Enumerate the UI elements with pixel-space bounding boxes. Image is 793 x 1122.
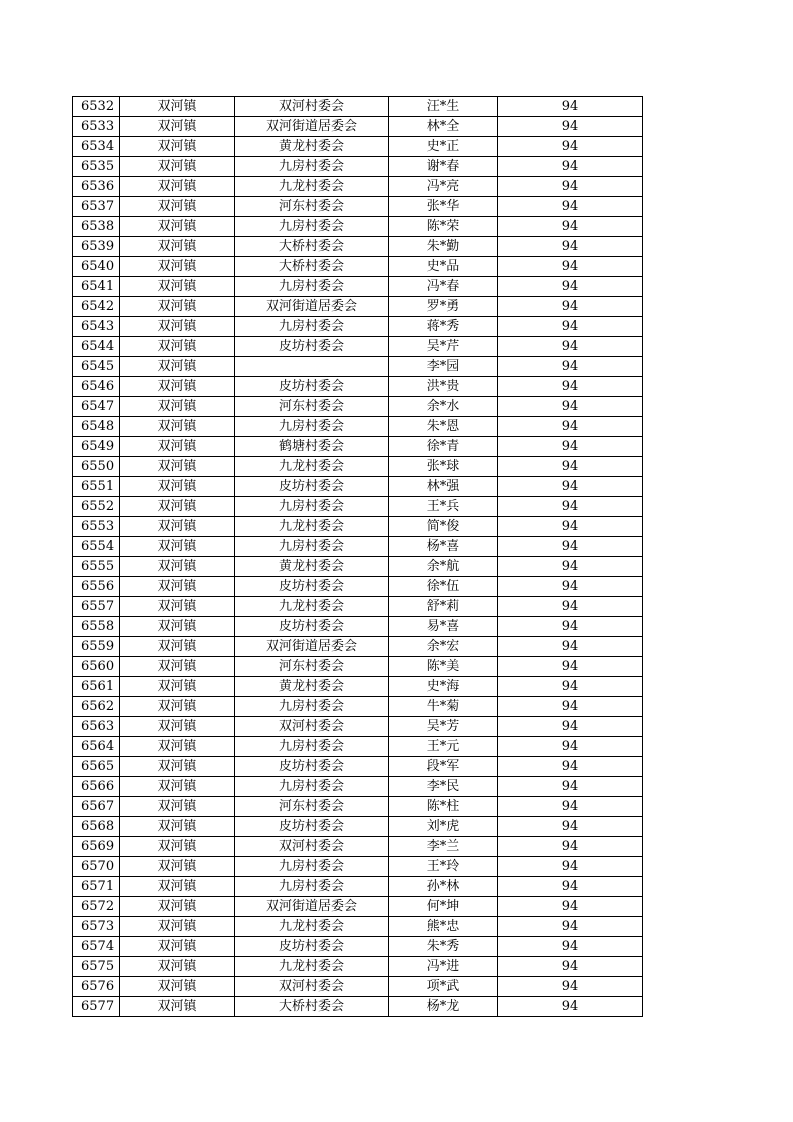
table-row [73, 657, 643, 677]
table-row [73, 357, 643, 377]
table-row [73, 497, 643, 517]
score-cell: 94 [498, 937, 643, 957]
town-cell: 双河镇 [120, 517, 235, 537]
score-cell: 94 [498, 197, 643, 217]
score-cell: 94 [498, 817, 643, 837]
row-id-cell: 6555 [73, 557, 120, 577]
name-cell: 杨*喜 [389, 537, 498, 557]
village-cell: 九龙村委会 [235, 957, 389, 977]
score-cell: 94 [498, 217, 643, 237]
town-cell: 双河镇 [120, 397, 235, 417]
village-cell: 皮坊村委会 [235, 617, 389, 637]
score-cell: 94 [498, 737, 643, 757]
row-id-cell: 6548 [73, 417, 120, 437]
village-cell: 双河村委会 [235, 97, 389, 117]
row-id-cell: 6532 [73, 97, 120, 117]
name-cell: 陈*荣 [389, 217, 498, 237]
table-row [73, 177, 643, 197]
name-cell: 吴*芳 [389, 717, 498, 737]
town-cell: 双河镇 [120, 437, 235, 457]
row-id-cell: 6539 [73, 237, 120, 257]
town-cell: 双河镇 [120, 977, 235, 997]
town-cell: 双河镇 [120, 657, 235, 677]
town-cell: 双河镇 [120, 97, 235, 117]
village-cell: 河东村委会 [235, 797, 389, 817]
table-row [73, 317, 643, 337]
score-cell: 94 [498, 637, 643, 657]
row-id-cell: 6547 [73, 397, 120, 417]
town-cell: 双河镇 [120, 377, 235, 397]
village-cell: 黄龙村委会 [235, 137, 389, 157]
score-cell: 94 [498, 277, 643, 297]
town-cell: 双河镇 [120, 677, 235, 697]
data-table [72, 96, 643, 1017]
table-row [73, 917, 643, 937]
name-cell: 陈*柱 [389, 797, 498, 817]
table-row [73, 757, 643, 777]
table-body [73, 97, 643, 1017]
village-cell: 黄龙村委会 [235, 677, 389, 697]
table-row [73, 897, 643, 917]
table-row [73, 477, 643, 497]
score-cell: 94 [498, 457, 643, 477]
town-cell: 双河镇 [120, 537, 235, 557]
town-cell: 双河镇 [120, 497, 235, 517]
name-cell: 谢*春 [389, 157, 498, 177]
score-cell: 94 [498, 977, 643, 997]
town-cell: 双河镇 [120, 717, 235, 737]
table-row [73, 877, 643, 897]
score-cell: 94 [498, 677, 643, 697]
row-id-cell: 6565 [73, 757, 120, 777]
score-cell: 94 [498, 377, 643, 397]
table-row [73, 637, 643, 657]
table-row [73, 457, 643, 477]
row-id-cell: 6545 [73, 357, 120, 377]
table-row [73, 537, 643, 557]
row-id-cell: 6577 [73, 997, 120, 1017]
town-cell: 双河镇 [120, 997, 235, 1017]
village-cell: 皮坊村委会 [235, 757, 389, 777]
name-cell: 何*坤 [389, 897, 498, 917]
town-cell: 双河镇 [120, 777, 235, 797]
village-cell: 九龙村委会 [235, 457, 389, 477]
name-cell: 牛*菊 [389, 697, 498, 717]
town-cell: 双河镇 [120, 337, 235, 357]
name-cell: 李*园 [389, 357, 498, 377]
village-cell: 九龙村委会 [235, 517, 389, 537]
score-cell: 94 [498, 657, 643, 677]
town-cell: 双河镇 [120, 117, 235, 137]
score-cell: 94 [498, 397, 643, 417]
score-cell: 94 [498, 257, 643, 277]
village-cell: 皮坊村委会 [235, 577, 389, 597]
table-row [73, 597, 643, 617]
name-cell: 林*全 [389, 117, 498, 137]
village-cell: 九房村委会 [235, 877, 389, 897]
score-cell: 94 [498, 617, 643, 637]
score-cell: 94 [498, 137, 643, 157]
table-row [73, 557, 643, 577]
village-cell: 皮坊村委会 [235, 377, 389, 397]
village-cell: 双河村委会 [235, 977, 389, 997]
row-id-cell: 6562 [73, 697, 120, 717]
table-row [73, 337, 643, 357]
score-cell: 94 [498, 177, 643, 197]
score-cell: 94 [498, 317, 643, 337]
name-cell: 王*元 [389, 737, 498, 757]
village-cell: 河东村委会 [235, 197, 389, 217]
table-row [73, 197, 643, 217]
score-cell: 94 [498, 337, 643, 357]
row-id-cell: 6553 [73, 517, 120, 537]
village-cell: 鹤塘村委会 [235, 437, 389, 457]
name-cell: 余*航 [389, 557, 498, 577]
score-cell: 94 [498, 97, 643, 117]
name-cell: 余*宏 [389, 637, 498, 657]
row-id-cell: 6537 [73, 197, 120, 217]
name-cell: 冯*亮 [389, 177, 498, 197]
town-cell: 双河镇 [120, 877, 235, 897]
score-cell: 94 [498, 517, 643, 537]
town-cell: 双河镇 [120, 557, 235, 577]
village-cell: 皮坊村委会 [235, 337, 389, 357]
row-id-cell: 6536 [73, 177, 120, 197]
name-cell: 朱*勤 [389, 237, 498, 257]
town-cell: 双河镇 [120, 797, 235, 817]
score-cell: 94 [498, 437, 643, 457]
table-row [73, 397, 643, 417]
town-cell: 双河镇 [120, 897, 235, 917]
town-cell: 双河镇 [120, 737, 235, 757]
name-cell: 王*玲 [389, 857, 498, 877]
village-cell: 九房村委会 [235, 497, 389, 517]
village-cell: 九房村委会 [235, 317, 389, 337]
name-cell: 冯*春 [389, 277, 498, 297]
village-cell: 九龙村委会 [235, 917, 389, 937]
table-row [73, 117, 643, 137]
table-row [73, 997, 643, 1017]
table-row [73, 97, 643, 117]
row-id-cell: 6567 [73, 797, 120, 817]
score-cell: 94 [498, 417, 643, 437]
row-id-cell: 6566 [73, 777, 120, 797]
name-cell: 陈*美 [389, 657, 498, 677]
score-cell: 94 [498, 857, 643, 877]
name-cell: 史*正 [389, 137, 498, 157]
score-cell: 94 [498, 157, 643, 177]
town-cell: 双河镇 [120, 857, 235, 877]
village-cell: 黄龙村委会 [235, 557, 389, 577]
name-cell: 李*兰 [389, 837, 498, 857]
score-cell: 94 [498, 997, 643, 1017]
village-cell: 大桥村委会 [235, 997, 389, 1017]
town-cell: 双河镇 [120, 217, 235, 237]
village-cell: 皮坊村委会 [235, 477, 389, 497]
name-cell: 林*强 [389, 477, 498, 497]
town-cell: 双河镇 [120, 237, 235, 257]
row-id-cell: 6574 [73, 937, 120, 957]
village-cell: 大桥村委会 [235, 237, 389, 257]
name-cell: 朱*秀 [389, 937, 498, 957]
name-cell: 李*民 [389, 777, 498, 797]
score-cell: 94 [498, 797, 643, 817]
village-cell [235, 357, 389, 377]
row-id-cell: 6563 [73, 717, 120, 737]
row-id-cell: 6572 [73, 897, 120, 917]
town-cell: 双河镇 [120, 477, 235, 497]
table-row [73, 937, 643, 957]
village-cell: 九房村委会 [235, 697, 389, 717]
village-cell: 皮坊村委会 [235, 937, 389, 957]
row-id-cell: 6557 [73, 597, 120, 617]
village-cell: 大桥村委会 [235, 257, 389, 277]
town-cell: 双河镇 [120, 177, 235, 197]
town-cell: 双河镇 [120, 637, 235, 657]
village-cell: 河东村委会 [235, 397, 389, 417]
row-id-cell: 6561 [73, 677, 120, 697]
score-cell: 94 [498, 477, 643, 497]
row-id-cell: 6542 [73, 297, 120, 317]
table-row [73, 617, 643, 637]
score-cell: 94 [498, 537, 643, 557]
score-cell: 94 [498, 697, 643, 717]
row-id-cell: 6560 [73, 657, 120, 677]
name-cell: 王*兵 [389, 497, 498, 517]
row-id-cell: 6559 [73, 637, 120, 657]
name-cell: 史*海 [389, 677, 498, 697]
name-cell: 孙*林 [389, 877, 498, 897]
row-id-cell: 6541 [73, 277, 120, 297]
village-cell: 九房村委会 [235, 417, 389, 437]
score-cell: 94 [498, 237, 643, 257]
table-row [73, 977, 643, 997]
name-cell: 蒋*秀 [389, 317, 498, 337]
town-cell: 双河镇 [120, 937, 235, 957]
village-cell: 九龙村委会 [235, 177, 389, 197]
name-cell: 余*水 [389, 397, 498, 417]
table-row [73, 137, 643, 157]
name-cell: 项*武 [389, 977, 498, 997]
score-cell: 94 [498, 837, 643, 857]
village-cell: 九房村委会 [235, 777, 389, 797]
table-row [73, 957, 643, 977]
table-row [73, 777, 643, 797]
score-cell: 94 [498, 577, 643, 597]
village-cell: 双河街道居委会 [235, 637, 389, 657]
town-cell: 双河镇 [120, 697, 235, 717]
table-row [73, 797, 643, 817]
table-row [73, 677, 643, 697]
score-cell: 94 [498, 357, 643, 377]
row-id-cell: 6558 [73, 617, 120, 637]
town-cell: 双河镇 [120, 317, 235, 337]
row-id-cell: 6534 [73, 137, 120, 157]
score-cell: 94 [498, 717, 643, 737]
town-cell: 双河镇 [120, 837, 235, 857]
town-cell: 双河镇 [120, 577, 235, 597]
score-cell: 94 [498, 897, 643, 917]
table-row [73, 837, 643, 857]
table-row [73, 277, 643, 297]
name-cell: 吴*芹 [389, 337, 498, 357]
village-cell: 双河村委会 [235, 717, 389, 737]
name-cell: 易*喜 [389, 617, 498, 637]
row-id-cell: 6533 [73, 117, 120, 137]
row-id-cell: 6538 [73, 217, 120, 237]
table-row [73, 517, 643, 537]
village-cell: 皮坊村委会 [235, 817, 389, 837]
score-cell: 94 [498, 117, 643, 137]
village-cell: 九房村委会 [235, 277, 389, 297]
score-cell: 94 [498, 877, 643, 897]
row-id-cell: 6575 [73, 957, 120, 977]
table-row [73, 577, 643, 597]
score-cell: 94 [498, 957, 643, 977]
town-cell: 双河镇 [120, 357, 235, 377]
row-id-cell: 6551 [73, 477, 120, 497]
table-row [73, 437, 643, 457]
name-cell: 张*华 [389, 197, 498, 217]
town-cell: 双河镇 [120, 917, 235, 937]
score-cell: 94 [498, 557, 643, 577]
row-id-cell: 6543 [73, 317, 120, 337]
table-row [73, 217, 643, 237]
row-id-cell: 6569 [73, 837, 120, 857]
row-id-cell: 6576 [73, 977, 120, 997]
name-cell: 徐*伍 [389, 577, 498, 597]
town-cell: 双河镇 [120, 137, 235, 157]
village-cell: 九房村委会 [235, 537, 389, 557]
row-id-cell: 6540 [73, 257, 120, 277]
name-cell: 徐*青 [389, 437, 498, 457]
table-row [73, 697, 643, 717]
name-cell: 汪*生 [389, 97, 498, 117]
table-row [73, 257, 643, 277]
row-id-cell: 6568 [73, 817, 120, 837]
name-cell: 熊*忠 [389, 917, 498, 937]
score-cell: 94 [498, 777, 643, 797]
town-cell: 双河镇 [120, 277, 235, 297]
village-cell: 九房村委会 [235, 157, 389, 177]
row-id-cell: 6544 [73, 337, 120, 357]
village-cell: 九龙村委会 [235, 597, 389, 617]
town-cell: 双河镇 [120, 297, 235, 317]
town-cell: 双河镇 [120, 817, 235, 837]
row-id-cell: 6546 [73, 377, 120, 397]
town-cell: 双河镇 [120, 157, 235, 177]
name-cell: 杨*龙 [389, 997, 498, 1017]
score-cell: 94 [498, 297, 643, 317]
name-cell: 刘*虎 [389, 817, 498, 837]
name-cell: 史*品 [389, 257, 498, 277]
town-cell: 双河镇 [120, 757, 235, 777]
village-cell: 双河村委会 [235, 837, 389, 857]
name-cell: 冯*进 [389, 957, 498, 977]
row-id-cell: 6552 [73, 497, 120, 517]
row-id-cell: 6571 [73, 877, 120, 897]
name-cell: 罗*勇 [389, 297, 498, 317]
village-cell: 双河街道居委会 [235, 897, 389, 917]
row-id-cell: 6549 [73, 437, 120, 457]
village-cell: 双河街道居委会 [235, 297, 389, 317]
row-id-cell: 6556 [73, 577, 120, 597]
score-cell: 94 [498, 497, 643, 517]
row-id-cell: 6554 [73, 537, 120, 557]
table-row [73, 297, 643, 317]
name-cell: 张*球 [389, 457, 498, 477]
town-cell: 双河镇 [120, 617, 235, 637]
village-cell: 九房村委会 [235, 217, 389, 237]
town-cell: 双河镇 [120, 197, 235, 217]
row-id-cell: 6550 [73, 457, 120, 477]
row-id-cell: 6573 [73, 917, 120, 937]
name-cell: 舒*莉 [389, 597, 498, 617]
name-cell: 简*俊 [389, 517, 498, 537]
table-row [73, 817, 643, 837]
score-cell: 94 [498, 757, 643, 777]
town-cell: 双河镇 [120, 457, 235, 477]
table-row [73, 857, 643, 877]
village-cell: 河东村委会 [235, 657, 389, 677]
village-cell: 九房村委会 [235, 737, 389, 757]
table-row [73, 157, 643, 177]
table-row [73, 377, 643, 397]
row-id-cell: 6564 [73, 737, 120, 757]
name-cell: 段*军 [389, 757, 498, 777]
name-cell: 洪*贵 [389, 377, 498, 397]
row-id-cell: 6535 [73, 157, 120, 177]
score-cell: 94 [498, 917, 643, 937]
village-cell: 双河街道居委会 [235, 117, 389, 137]
town-cell: 双河镇 [120, 257, 235, 277]
table-row [73, 737, 643, 757]
table-row [73, 237, 643, 257]
table-row [73, 417, 643, 437]
table-row [73, 717, 643, 737]
name-cell: 朱*恩 [389, 417, 498, 437]
town-cell: 双河镇 [120, 957, 235, 977]
village-cell: 九房村委会 [235, 857, 389, 877]
row-id-cell: 6570 [73, 857, 120, 877]
score-cell: 94 [498, 597, 643, 617]
town-cell: 双河镇 [120, 417, 235, 437]
town-cell: 双河镇 [120, 597, 235, 617]
